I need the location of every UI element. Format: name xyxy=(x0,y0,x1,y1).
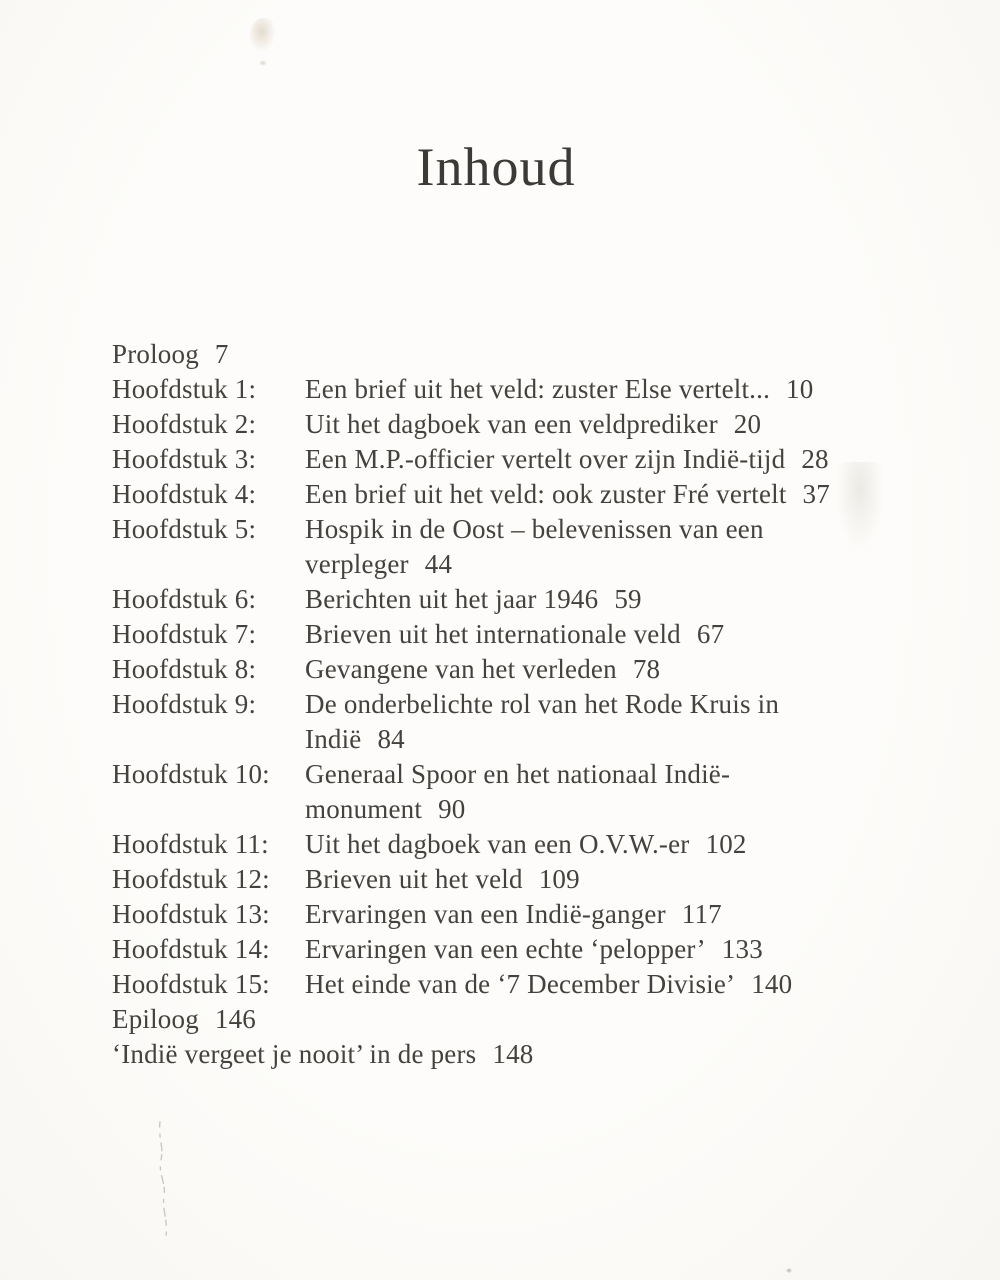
toc-entry-title-line: Hospik in de Oost – belevenissen van een xyxy=(305,514,764,544)
toc-entry-label: Hoofdstuk 9: xyxy=(112,689,257,719)
toc-entry-label: Proloog xyxy=(112,339,199,369)
toc-entry-title xyxy=(305,512,922,582)
toc-page-number: 44 xyxy=(424,549,453,579)
page-title: Inhoud xyxy=(416,137,576,198)
toc-entry-text xyxy=(112,1037,533,1072)
toc-page-number: 78 xyxy=(632,654,661,684)
toc-entry-label: Hoofdstuk 6: xyxy=(112,584,257,614)
scan-scratch-artifact xyxy=(148,1120,182,1240)
toc-entry-label: Hoofdstuk 11: xyxy=(112,829,269,859)
toc-entry-text xyxy=(112,1002,256,1037)
toc-entry xyxy=(112,1037,922,1072)
toc-entry xyxy=(112,687,922,757)
toc-entry xyxy=(112,897,922,932)
toc-entry-label: Hoofdstuk 12: xyxy=(112,864,270,894)
toc-entry-title xyxy=(305,827,922,862)
toc-entry-title xyxy=(305,862,922,897)
toc-page-number: 90 xyxy=(438,794,466,824)
scan-speck-artifact xyxy=(259,60,267,66)
toc-entry-label: Hoofdstuk 2: xyxy=(112,409,257,439)
toc-entry xyxy=(112,1002,922,1037)
toc-entry xyxy=(112,442,922,477)
toc-entry xyxy=(112,617,922,652)
toc-page-number: 37 xyxy=(802,479,830,509)
toc-entry-title xyxy=(305,582,922,617)
toc-page-number: 7 xyxy=(214,339,229,369)
toc-page-number: 84 xyxy=(377,724,405,754)
toc-entry-title-line: De onderbelichte rol van het Rode Kruis in xyxy=(305,689,780,719)
toc-page-number: 59 xyxy=(614,584,642,614)
toc-entry-title xyxy=(305,372,922,407)
toc-entry-title-line: Ervaringen van een echte ‘pelopper’ 133 xyxy=(305,934,763,964)
toc-entry xyxy=(112,967,922,1002)
toc-entry-label: Hoofdstuk 4: xyxy=(112,479,257,509)
toc-entry xyxy=(112,372,922,407)
toc-page-number: 10 xyxy=(786,374,814,404)
toc-entry-title-line: Ervaringen van een Indië-ganger 117 xyxy=(305,899,722,929)
table-of-contents xyxy=(112,337,922,1072)
toc-entry xyxy=(112,827,922,862)
toc-entry-label: Hoofdstuk 14: xyxy=(112,934,270,964)
toc-entry xyxy=(112,512,922,582)
toc-entry-title-line: Generaal Spoor en het nationaal Indië- xyxy=(305,759,731,789)
toc-entry-title-line: Berichten uit het jaar 1946 59 xyxy=(305,584,642,614)
toc-page-number: 67 xyxy=(696,619,725,649)
toc-entry-label: Hoofdstuk 13: xyxy=(112,899,270,929)
toc-entry-label: Hoofdstuk 1: xyxy=(112,374,257,404)
toc-entry-label: Hoofdstuk 5: xyxy=(112,514,257,544)
toc-page-number: 20 xyxy=(733,409,762,439)
toc-entry-title-line: Een brief uit het veld: zuster Else vertelt... 10 xyxy=(305,374,814,404)
toc-page-number: 117 xyxy=(681,899,722,929)
toc-entry xyxy=(112,757,922,827)
toc-entry-title-line: Brieven uit het internationale veld 67 xyxy=(305,619,725,649)
toc-entry-title-line: Het einde van de ‘7 December Divisie’ 140 xyxy=(305,969,793,999)
toc-entry-title-line: verpleger 44 xyxy=(305,549,453,579)
scan-stain-artifact xyxy=(250,18,276,52)
toc-entry-text xyxy=(112,337,229,372)
toc-entry-label: Hoofdstuk 3: xyxy=(112,444,257,474)
toc-page-number: 102 xyxy=(705,829,747,859)
toc-entry xyxy=(112,862,922,897)
toc-entry-title xyxy=(305,442,922,477)
toc-entry xyxy=(112,337,922,372)
toc-entry xyxy=(112,407,922,442)
toc-entry-title-line: Een brief uit het veld: ook zuster Fré vertelt 37 xyxy=(305,479,830,509)
toc-entry-title xyxy=(305,617,922,652)
toc-entry-label: Hoofdstuk 10: xyxy=(112,759,270,789)
toc-entry-title xyxy=(305,687,922,757)
toc-entry xyxy=(112,477,922,512)
toc-entry-title xyxy=(305,407,922,442)
scan-speck-artifact xyxy=(786,1268,792,1273)
toc-entry-title-line: Gevangene van het verleden 78 xyxy=(305,654,661,684)
toc-entry-title xyxy=(305,932,922,967)
toc-entry-title xyxy=(305,967,922,1002)
toc-page-number: 148 xyxy=(492,1039,534,1069)
toc-page-number: 133 xyxy=(721,934,763,964)
toc-entry xyxy=(112,582,922,617)
toc-entry-title-line: Indië 84 xyxy=(305,724,405,754)
toc-entry-title xyxy=(305,757,922,827)
toc-entry-title xyxy=(305,652,922,687)
toc-entry-title xyxy=(305,897,922,932)
toc-page-number: 28 xyxy=(801,444,829,474)
toc-entry-label: Hoofdstuk 15: xyxy=(112,969,270,999)
toc-entry xyxy=(112,932,922,967)
toc-entry-title-line: Een M.P.-officier vertelt over zijn Indië-tijd 28 xyxy=(305,444,829,474)
toc-entry-title-line: monument 90 xyxy=(305,794,466,824)
toc-page-number: 140 xyxy=(751,969,793,999)
toc-entry-label: Hoofdstuk 8: xyxy=(112,654,257,684)
toc-entry-label: Epiloog xyxy=(112,1004,199,1034)
toc-entry xyxy=(112,652,922,687)
toc-entry-title-line: Uit het dagboek van een veldprediker 20 xyxy=(305,409,762,439)
toc-entry-label: ‘Indië vergeet je nooit’ in de pers xyxy=(112,1039,477,1069)
toc-entry-title xyxy=(305,477,922,512)
toc-entry-label: Hoofdstuk 7: xyxy=(112,619,257,649)
toc-entry-title-line: Brieven uit het veld 109 xyxy=(305,864,580,894)
toc-page-number: 109 xyxy=(538,864,580,894)
toc-entry-title-line: Uit het dagboek van een O.V.W.-er 102 xyxy=(305,829,747,859)
toc-page-number: 146 xyxy=(214,1004,257,1034)
